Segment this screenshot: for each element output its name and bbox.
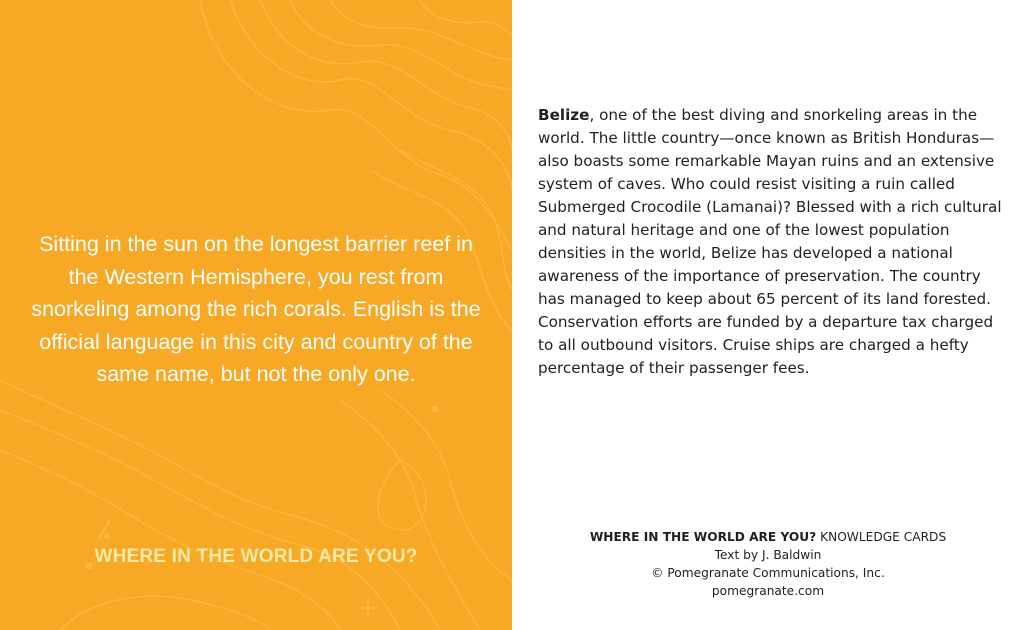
credits-series — [512, 528, 1024, 546]
credits — [512, 528, 1024, 600]
credits-author: Text by J. Baldwin — [714, 548, 822, 562]
card-back — [512, 0, 1024, 630]
riddle-text: Sitting in the sun on the longest barrier reef in the Western Hemisphere, you rest from snorkeling among the rich corals. English is the official language in this city and country of the same name, but not the only one. — [31, 232, 481, 386]
credits-series-title: WHERE IN THE WORLD ARE YOU? — [589, 530, 817, 544]
answer-paragraph — [538, 104, 1008, 380]
series-title: WHERE IN THE WORLD ARE YOU? — [94, 546, 418, 567]
credits-website: pomegranate.com — [711, 584, 825, 598]
credits-series-suffix: KNOWLEDGE CARDS — [816, 530, 947, 544]
answer-text: , one of the best diving and snorkeling areas in the world. The little country—once known as British Honduras—also boasts some remarkable Mayan ruins and an extensive system of caves. Who could resist visiting a ruin called Submerged Crocodile (Lamanai)? Blessed with a rich cultural and natural heritage and one of the lowest population densities in the world, Belize has developed a national awareness of the importance of preservation. The country has managed to keep about 65 percent of its land forested. Conservation efforts are funded by a departure tax charged to all outbound visitors. Cruise ships are charged a hefty percentage of their passenger fees. — [538, 106, 1002, 377]
credits-copyright: © Pomegranate Communications, Inc. — [651, 566, 885, 580]
answer-name: Belize — [538, 106, 590, 124]
